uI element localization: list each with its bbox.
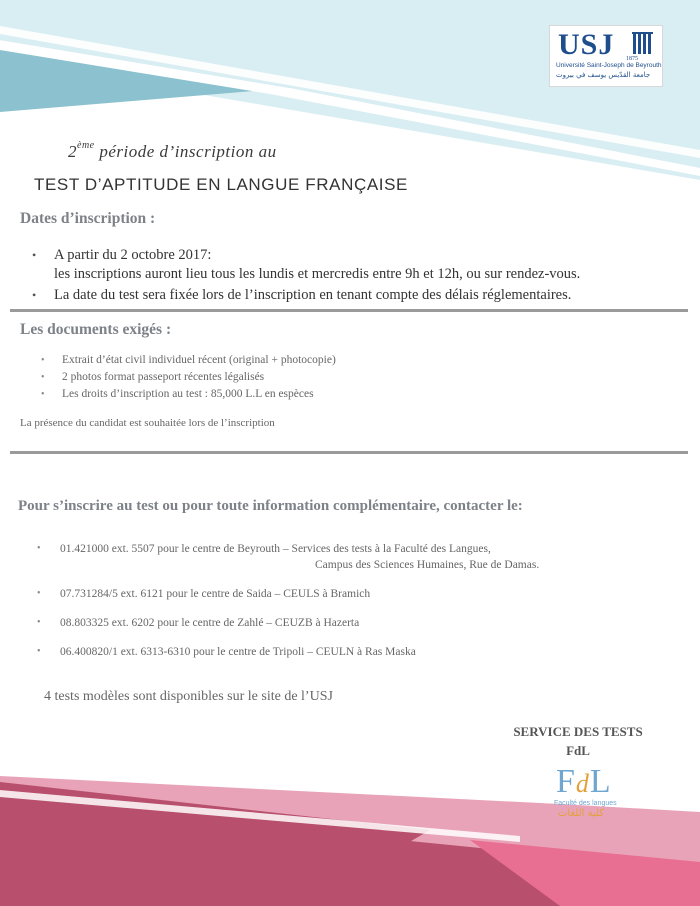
dates-list — [32, 246, 672, 307]
usj-columns-icon — [632, 32, 654, 56]
list-item: • 2 photos format passeport récentes légalisés — [40, 369, 640, 386]
list-item — [32, 246, 672, 284]
contact-list — [36, 541, 636, 660]
service-name: SERVICE DES TESTS — [513, 724, 643, 739]
list-item — [36, 541, 636, 573]
documents-list — [40, 352, 640, 403]
usj-logo-initials: USJ — [558, 28, 615, 61]
documents-heading: Les documents exigés : — [20, 321, 172, 338]
list-item-line: Campus des Sciences Humaines, Rue de Damas. — [315, 559, 540, 571]
list-item — [32, 286, 672, 305]
list-item-line: les inscriptions auront lieu tous les lundis et mercredis entre 9h et 12h, ou sur rendez-vous. — [54, 266, 581, 282]
usj-logo — [549, 25, 663, 87]
fdl-logo-f: F — [556, 763, 576, 800]
list-item: • 06.400820/1 ext. 6313-6310 pour le centre de Tripoli – CEULN à Ras Maska — [36, 644, 636, 660]
list-item: • 08.803325 ext. 6202 pour le centre de Zahlé – CEUZB à Hazerta — [36, 615, 636, 631]
period-number: 2 — [68, 142, 77, 161]
period-superscript: ème — [77, 140, 95, 152]
fdl-logo-caption-ar: كلية اللغات — [558, 808, 605, 819]
service-signature — [490, 722, 666, 760]
list-item-line: • 01.421000 ext. 5507 pour le centre de Beyrouth – Services des tests à la Faculté des Langues, — [60, 543, 491, 555]
fdl-logo — [552, 765, 618, 823]
divider — [10, 309, 688, 312]
list-item: • Les droits d’inscription au test : 85,000 L.L en espèces — [40, 386, 640, 403]
fdl-logo-caption-fr: Faculté des langues — [554, 800, 617, 807]
usj-logo-name-fr: Université Saint-Joseph de Beyrouth — [556, 62, 662, 69]
list-item-line: • La date du test sera fixée lors de l’inscription en tenant compte des délais réglementaires. — [54, 287, 572, 303]
list-item-line: • A partir du 2 octobre 2017: — [54, 247, 212, 263]
usj-logo-name-ar: جامعة القدّيس يوسف في بيروت — [556, 71, 651, 79]
service-unit: FdL — [566, 743, 590, 758]
page-title: TEST D’APTITUDE EN LANGUE FRANÇAISE — [34, 175, 408, 194]
usj-logo-year: 1875 — [626, 56, 638, 62]
period-text: période d’inscription au — [99, 142, 277, 161]
list-item: • 07.731284/5 ext. 6121 pour le centre de Saida – CEULS à Bramich — [36, 586, 636, 602]
contact-heading: Pour s’inscrire au test ou pour toute information complémentaire, contacter le: — [18, 498, 523, 514]
fdl-logo-d: d — [575, 769, 590, 798]
models-note: 4 tests modèles sont disponibles sur le site de l’USJ — [44, 689, 333, 704]
presence-note: La présence du candidat est souhaitée lors de l’inscription — [20, 417, 275, 429]
dates-heading: Dates d’inscription : — [20, 210, 156, 227]
list-item: • Extrait d’état civil individuel récent (original + photocopie) — [40, 352, 640, 369]
divider — [10, 451, 688, 454]
period-heading — [68, 142, 277, 162]
fdl-logo-l: L — [589, 763, 612, 800]
